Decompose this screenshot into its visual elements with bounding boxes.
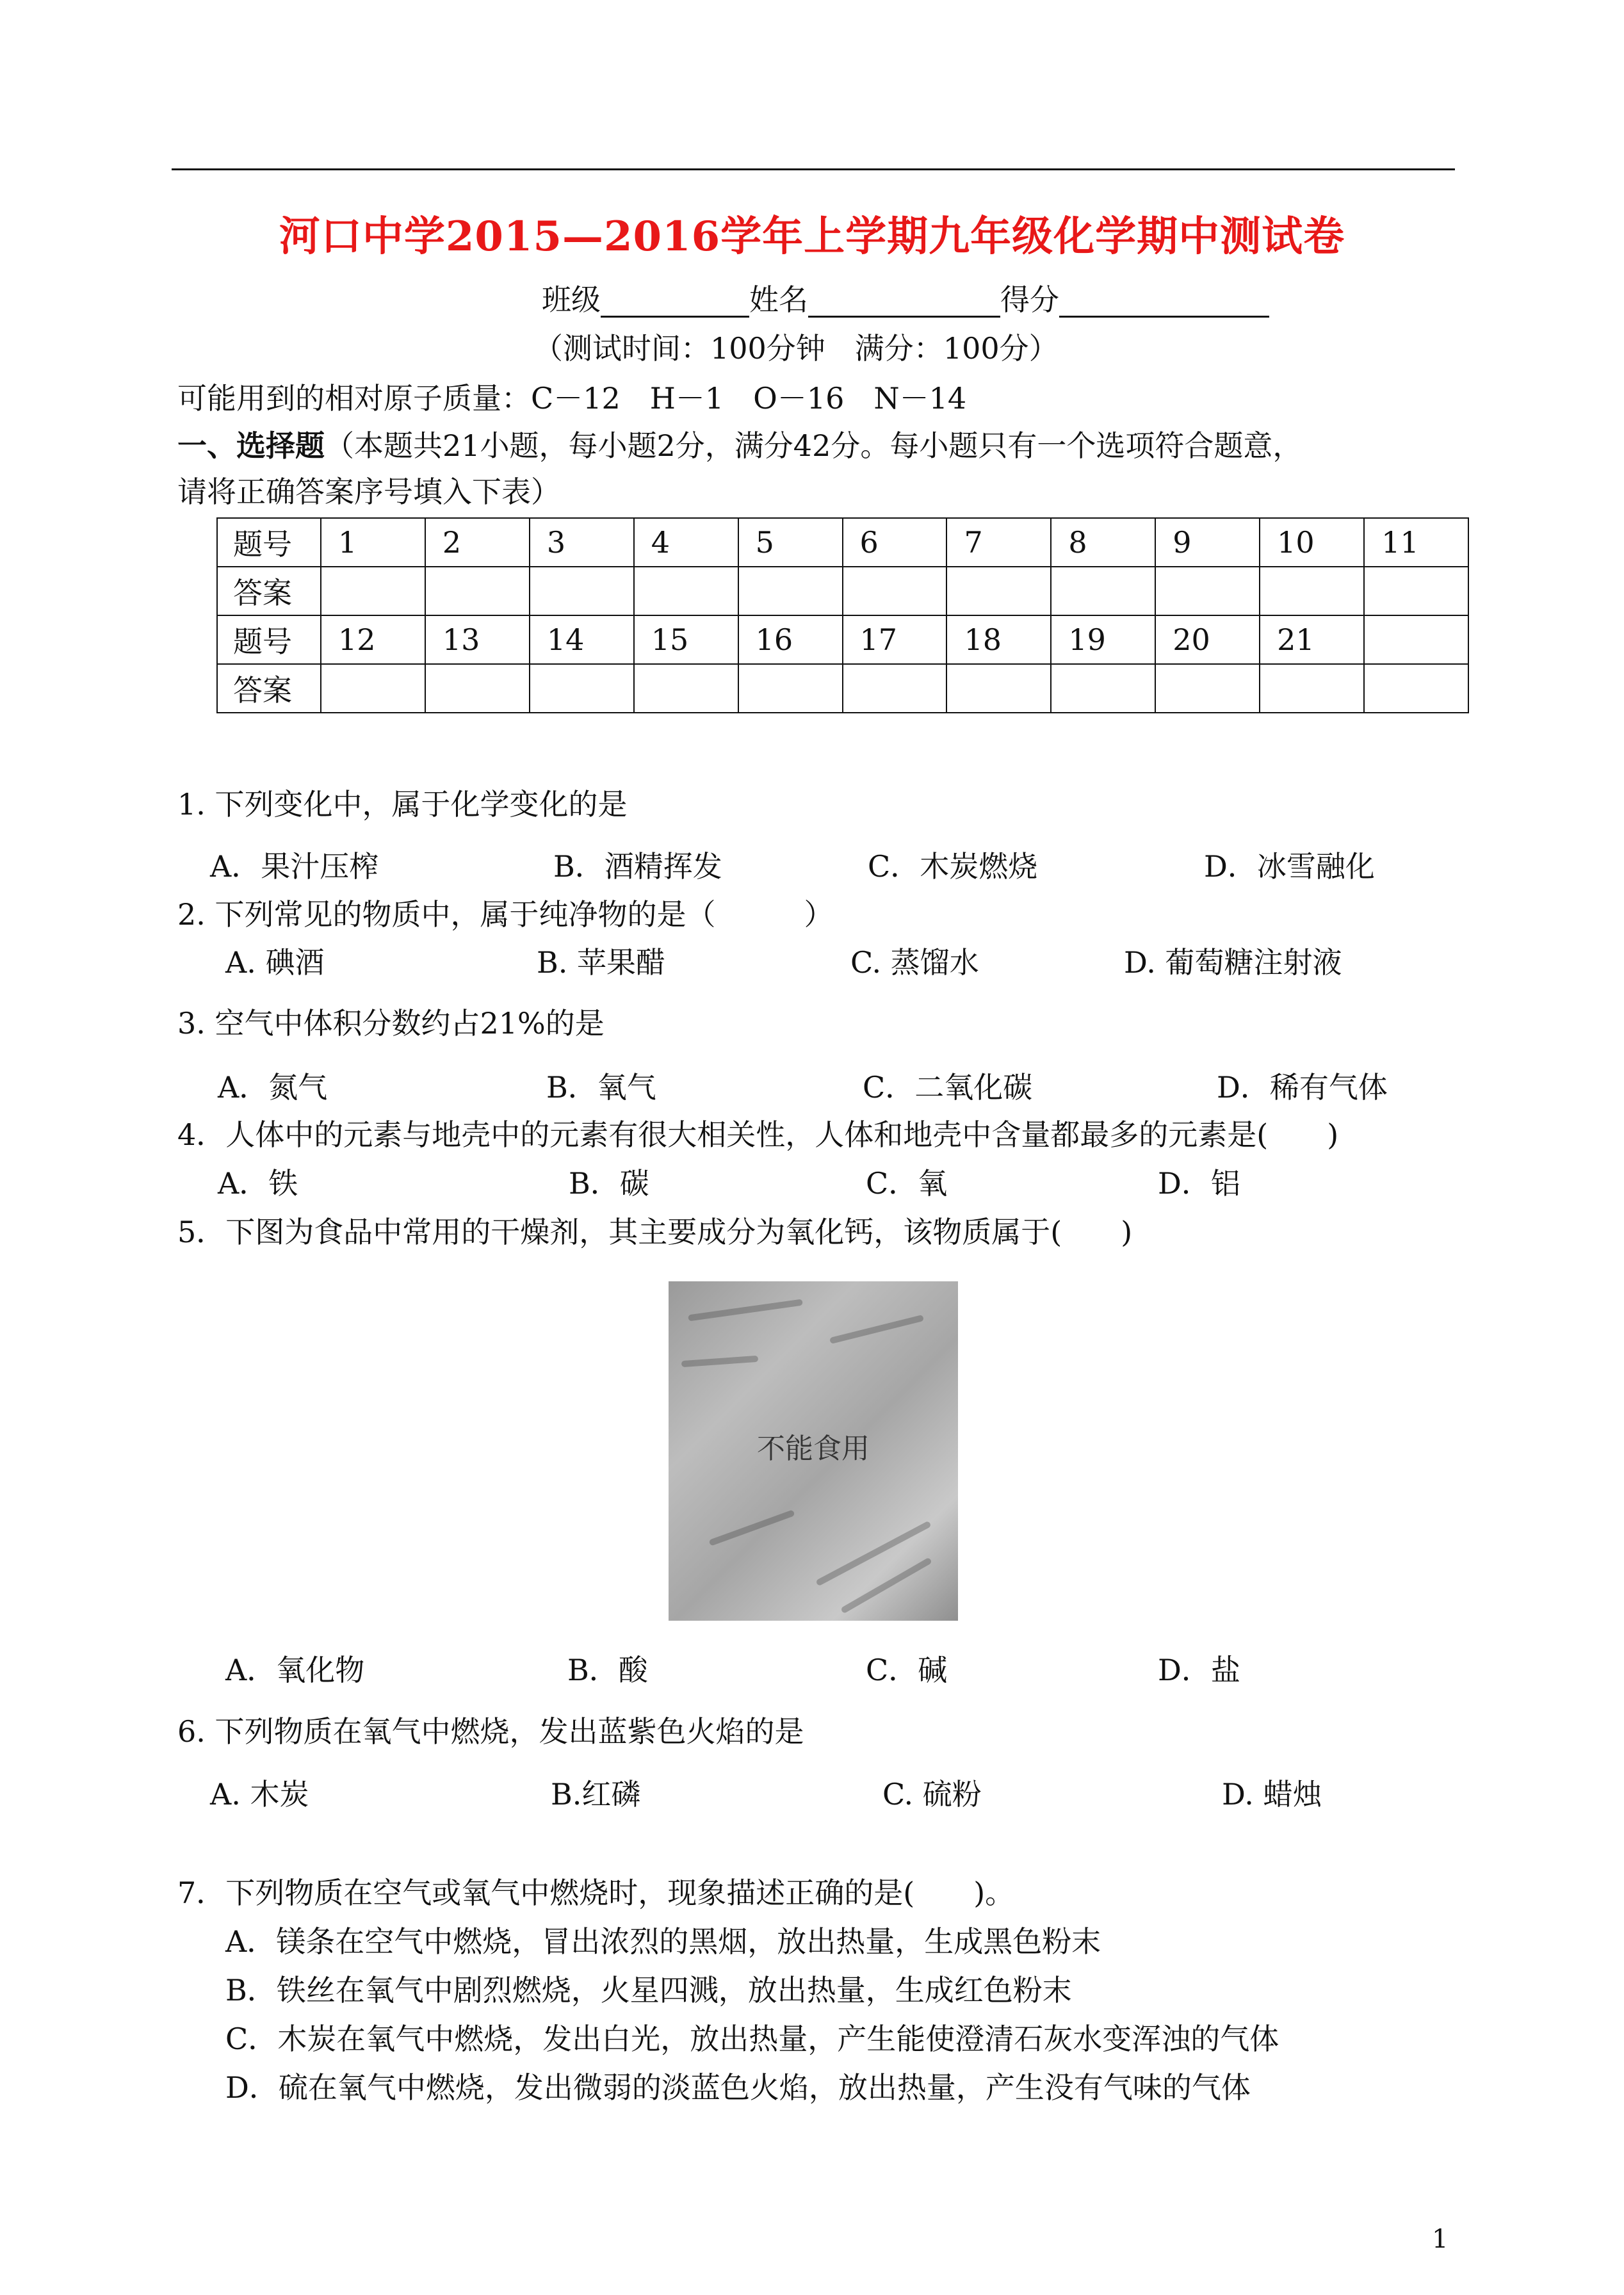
q6-option-d: D. 蜡烛 <box>1222 1777 1322 1812</box>
table-cell-number: 7 <box>946 518 1051 567</box>
table-cell-number: 19 <box>1051 615 1155 664</box>
table-cell-number: 13 <box>425 615 530 664</box>
question-3-stem: 3. 空气中体积分数约占21%的是 <box>177 1006 605 1041</box>
q7-option-d: D．硫在氧气中燃烧，发出微弱的淡蓝色火焰，放出热量，产生没有气味的气体 <box>225 2070 1251 2105</box>
table-cell-number: 21 <box>1260 615 1364 664</box>
question-6-stem: 6. 下列物质在氧气中燃烧，发出蓝紫色火焰的是 <box>177 1714 804 1749</box>
answer-cell[interactable] <box>843 664 947 713</box>
table-cell-number: 3 <box>530 518 634 567</box>
question-4-stem: 4．人体中的元素与地壳中的元素有很大相关性，人体和地壳中含量都最多的元素是( ) <box>177 1117 1339 1152</box>
q5-option-c: C．碱 <box>866 1653 948 1687</box>
class-blank[interactable] <box>601 286 749 318</box>
question-2-stem: 2. 下列常见的物质中，属于纯净物的是（ ） <box>177 897 834 932</box>
table-cell-number: 20 <box>1155 615 1260 664</box>
question-1-stem: 1. 下列变化中，属于化学变化的是 <box>177 787 628 822</box>
class-label: 班级 <box>542 282 601 317</box>
table-number-label: 题号 <box>217 615 321 664</box>
table-cell-number: 16 <box>738 615 843 664</box>
table-cell-number: 18 <box>946 615 1051 664</box>
q2-option-d: D. 葡萄糖注射液 <box>1124 945 1342 980</box>
q1-option-a: A．果汁压榨 <box>210 849 379 884</box>
answer-cell[interactable] <box>321 664 425 713</box>
q3-option-a: A．氮气 <box>218 1070 328 1105</box>
page-number: 1 <box>1432 2225 1449 2254</box>
table-cell-number: 1 <box>321 518 425 567</box>
exam-title: 河口中学2015—2016学年上学期九年级化学期中测试卷 <box>279 213 1345 261</box>
answer-cell[interactable] <box>321 567 425 615</box>
table-cell-number: 5 <box>738 518 843 567</box>
table-row <box>217 664 1468 713</box>
q1-option-c: C．木炭燃烧 <box>868 849 1038 884</box>
table-row <box>217 567 1468 615</box>
q3-option-d: D．稀有气体 <box>1217 1070 1388 1105</box>
packet-warning-text: 不能食用 <box>757 1432 870 1465</box>
name-label: 姓名 <box>749 282 808 317</box>
answer-cell[interactable] <box>1364 664 1468 713</box>
answer-cell[interactable] <box>1051 664 1155 713</box>
answer-cell[interactable] <box>425 664 530 713</box>
answer-cell[interactable] <box>1364 567 1468 615</box>
answer-cell[interactable] <box>738 664 843 713</box>
table-cell-number: 12 <box>321 615 425 664</box>
name-blank[interactable] <box>808 286 1000 318</box>
answer-cell[interactable] <box>425 567 530 615</box>
q2-option-a: A. 碘酒 <box>225 945 325 980</box>
q6-option-a: A. 木炭 <box>210 1777 309 1812</box>
q6-option-c: C. 硫粉 <box>882 1777 982 1812</box>
answer-cell[interactable] <box>530 664 634 713</box>
q6-option-b: B.红磷 <box>551 1777 641 1812</box>
answer-cell[interactable] <box>946 664 1051 713</box>
table-answer-label: 答案 <box>217 664 321 713</box>
score-label: 得分 <box>1000 282 1059 317</box>
answer-cell[interactable] <box>738 567 843 615</box>
desiccant-packet-image <box>669 1281 958 1621</box>
q4-option-a: A．铁 <box>218 1166 298 1201</box>
section1-heading: 一、选择题 <box>177 428 325 463</box>
section1-desc-line1 <box>177 428 1302 464</box>
table-cell-number: 2 <box>425 518 530 567</box>
q4-option-d: D．铝 <box>1158 1166 1240 1201</box>
section1-desc-line2: 请将正确答案序号填入下表） <box>177 474 560 509</box>
table-number-label: 题号 <box>217 518 321 567</box>
table-row <box>217 615 1468 664</box>
answer-cell[interactable] <box>634 567 738 615</box>
question-5-stem: 5．下图为食品中常用的干燥剂，其主要成分为氧化钙，该物质属于( ) <box>177 1215 1133 1249</box>
answer-cell[interactable] <box>1155 567 1260 615</box>
section1-desc: （本题共21小题，每小题2分，满分42分。每小题只有一个选项符合题意， <box>325 428 1303 463</box>
header-rule <box>172 168 1455 170</box>
answer-cell[interactable] <box>946 567 1051 615</box>
answer-table <box>216 517 1469 713</box>
q2-option-c: C. 蒸馏水 <box>850 945 979 980</box>
table-cell-number: 11 <box>1364 518 1468 567</box>
answer-cell[interactable] <box>1155 664 1260 713</box>
student-info-line <box>542 282 1269 318</box>
answer-cell[interactable] <box>1051 567 1155 615</box>
q3-option-c: C．二氧化碳 <box>863 1070 1033 1105</box>
table-answer-label: 答案 <box>217 567 321 615</box>
answer-cell[interactable] <box>634 664 738 713</box>
q5-option-d: D．盐 <box>1158 1653 1240 1687</box>
atomic-mass-note: 可能用到的相对原子质量：C－12 H－1 O－16 N－14 <box>177 381 967 416</box>
table-cell-number <box>1364 615 1468 664</box>
q1-option-d: D．冰雪融化 <box>1204 849 1375 884</box>
answer-cell[interactable] <box>1260 664 1364 713</box>
q1-option-b: B．酒精挥发 <box>553 849 722 884</box>
q2-option-b: B. 苹果醋 <box>537 945 666 980</box>
table-cell-number: 17 <box>843 615 947 664</box>
answer-cell[interactable] <box>1260 567 1364 615</box>
table-cell-number: 15 <box>634 615 738 664</box>
q7-option-c: C．木炭在氧气中燃烧，发出白光，放出热量，产生能使澄清石灰水变浑浊的气体 <box>225 2022 1279 2056</box>
q7-option-a: A．镁条在空气中燃烧，冒出浓烈的黑烟，放出热量，生成黑色粉末 <box>225 1924 1101 1959</box>
answer-cell[interactable] <box>530 567 634 615</box>
q7-option-b: B．铁丝在氧气中剧烈燃烧，火星四溅，放出热量，生成红色粉末 <box>225 1973 1072 2007</box>
answer-cell[interactable] <box>843 567 947 615</box>
table-cell-number: 10 <box>1260 518 1364 567</box>
q3-option-b: B．氧气 <box>546 1070 656 1105</box>
table-cell-number: 14 <box>530 615 634 664</box>
table-row <box>217 518 1468 567</box>
time-note: （测试时间：100分钟 满分：100分） <box>533 331 1059 366</box>
table-cell-number: 8 <box>1051 518 1155 567</box>
question-7-stem: 7．下列物质在空气或氧气中燃烧时，现象描述正确的是( )。 <box>177 1876 1015 1910</box>
q5-option-b: B．酸 <box>567 1653 648 1687</box>
table-cell-number: 4 <box>634 518 738 567</box>
q4-option-c: C．氧 <box>866 1166 948 1201</box>
score-blank[interactable] <box>1059 286 1269 318</box>
q5-option-a: A．氧化物 <box>225 1653 365 1687</box>
table-cell-number: 6 <box>843 518 947 567</box>
q4-option-b: B．碳 <box>569 1166 649 1201</box>
table-cell-number: 9 <box>1155 518 1260 567</box>
